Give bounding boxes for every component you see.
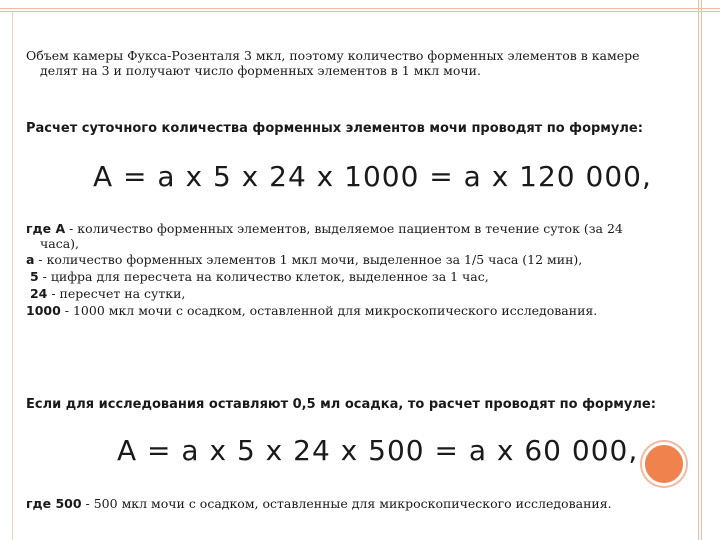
definition-term: а — [26, 252, 35, 267]
footnote-text: - 500 мкл мочи с осадком, оставленные для микроскопического исследования. — [81, 496, 612, 511]
frame-top-border — [0, 8, 720, 12]
definition-term: 24 — [29, 286, 48, 301]
footnote-term: где 500 — [26, 496, 82, 511]
definition-item-5 — [26, 268, 623, 285]
intro-line-1: Объем камеры Фукса-Розенталя 3 мкл, поэтому количество форменных элементов в камере — [26, 48, 640, 63]
frame-right-border — [698, 0, 702, 540]
definition-term: 5 — [29, 269, 39, 284]
decorative-circle — [642, 442, 686, 486]
definition-item-24 — [26, 285, 623, 302]
definition-term: 1000 — [26, 303, 61, 318]
definition-item-a — [26, 251, 623, 268]
definition-text: - количество форменных элементов 1 мкл мочи, выделенное за 1/5 часа (12 мин), — [34, 252, 583, 267]
heading-half-ml-formula: Если для исследования оставляют 0,5 мл осадка, то расчет проводят по формуле: — [26, 397, 656, 412]
definition-text: - пересчет на сутки, — [47, 286, 186, 301]
intro-line-2: делят на 3 и получают число форменных элементов в 1 мкл мочи. — [40, 63, 481, 78]
definition-continuation: часа), — [40, 236, 80, 251]
heading-daily-formula: Расчет суточного количества форменных элементов мочи проводят по формуле: — [26, 121, 643, 136]
definitions-list — [26, 220, 623, 319]
definition-item-A — [26, 220, 623, 237]
definition-text: - количество форменных элементов, выделяемое пациентом в течение суток (за 24 — [65, 221, 623, 236]
frame-left-border — [12, 12, 13, 540]
intro-paragraph — [26, 48, 640, 78]
definition-item-1000 — [26, 302, 623, 319]
formula-500: А = а х 5 х 24 х 500 = а х 60 000, — [117, 434, 639, 467]
definition-text: - 1000 мкл мочи с осадком, оставленной для микроскопического исследования. — [60, 303, 598, 318]
footnote — [26, 496, 612, 511]
formula-1000: А = а х 5 х 24 х 1000 = а х 120 000, — [93, 160, 652, 193]
definition-text: - цифра для пересчета на количество клеток, выделенное за 1 час, — [38, 269, 489, 284]
definition-term: где А — [26, 221, 66, 236]
